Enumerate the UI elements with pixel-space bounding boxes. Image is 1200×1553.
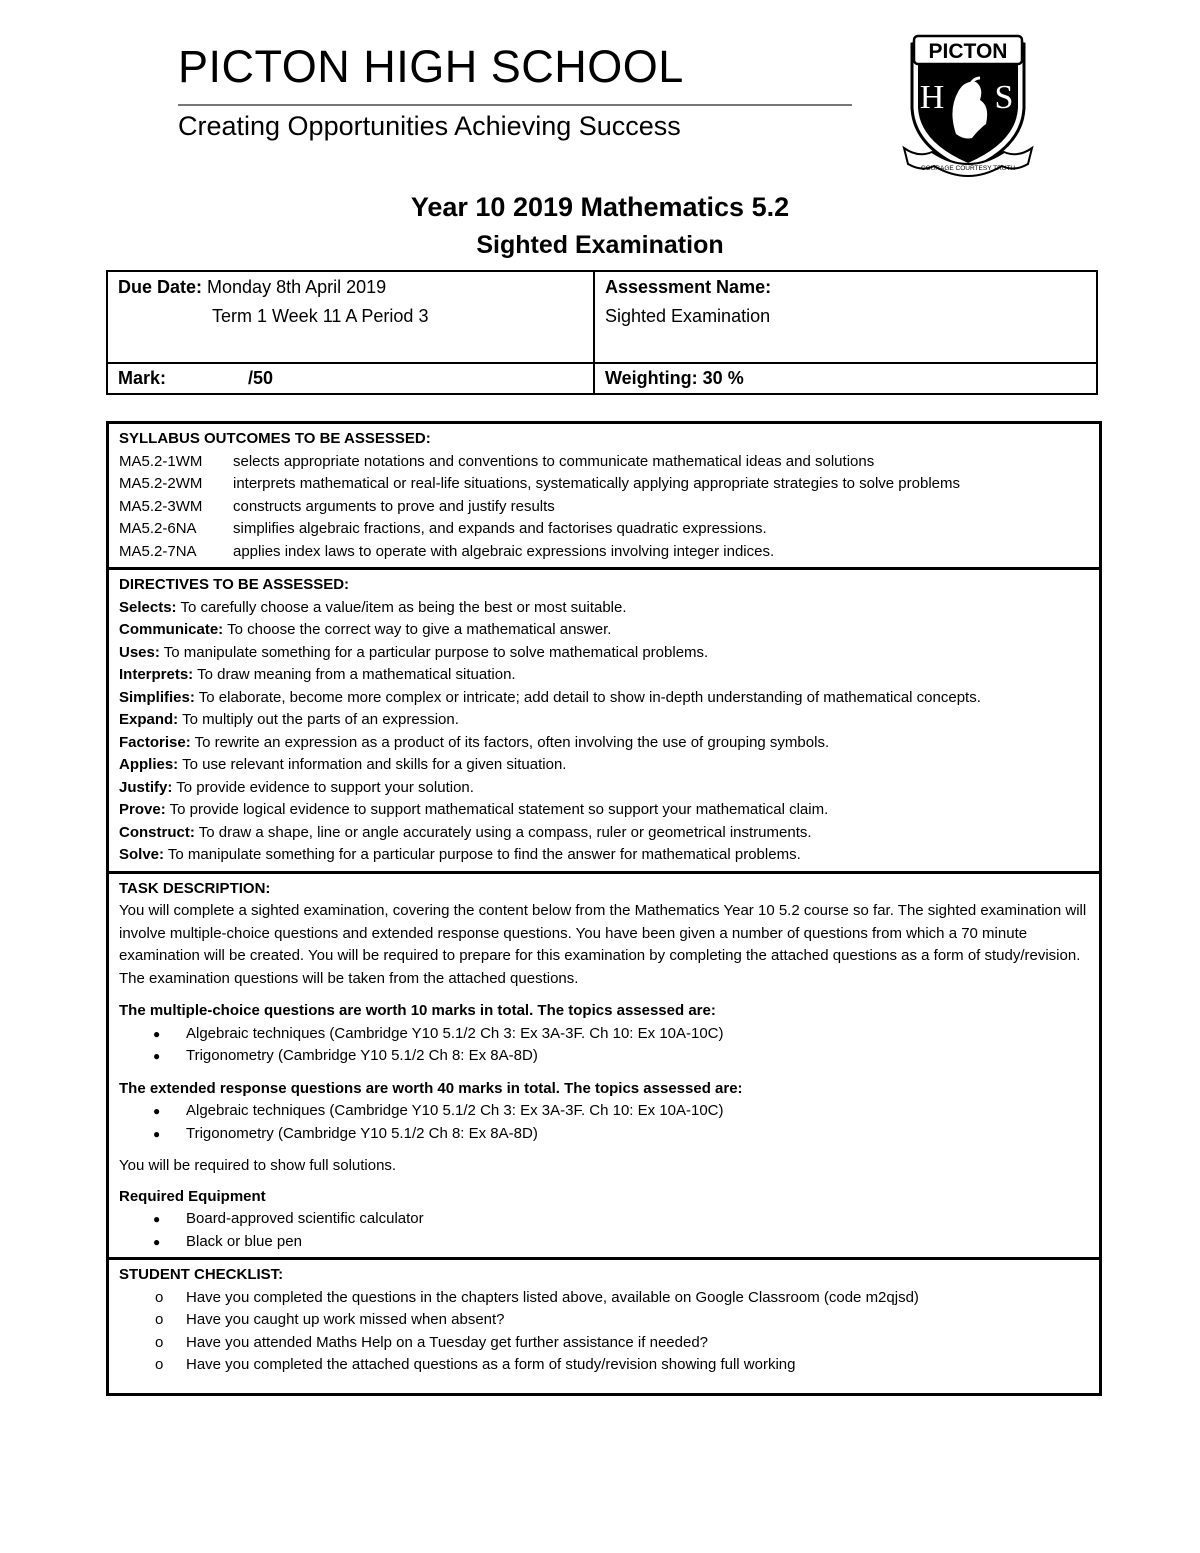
directive-item	[119, 687, 1089, 710]
task-section	[109, 874, 1099, 1261]
page-title: Year 10 2019 Mathematics 5.2	[410, 192, 790, 222]
directive-item	[119, 799, 1089, 822]
directives-section	[109, 570, 1099, 874]
er-topic-list	[119, 1100, 1089, 1145]
outcome-text: selects appropriate notations and conventions to communicate mathematical ideas and solutions	[233, 452, 875, 470]
outcome-row	[119, 518, 1089, 541]
directive-term: Simplifies:	[119, 688, 195, 706]
directive-term: Construct:	[119, 823, 195, 841]
directive-term: Solve:	[119, 846, 165, 863]
directives-heading: DIRECTIVES TO BE ASSESSED:	[119, 576, 350, 593]
directive-text: To choose the correct way to give a mathematical answer.	[227, 621, 612, 638]
task-intro: You will complete a sighted examination, covering the content below from the Mathematics Year 10 5.2 course so far. The sighted examination will involve multiple-choice questions and extended response questions. You have been given a number of questions from which a 70 minute examination will be created. You will be required to prepare for this examination by completing the attached questions as a form of study/revision. The examination questions will be taken from the attached questions.	[119, 902, 1087, 987]
directive-term: Communicate:	[119, 621, 224, 638]
outcomes-list	[119, 451, 1089, 564]
er-heading: The extended response questions are worth 40 marks in total. The topics assessed are:	[119, 1079, 743, 1097]
outcome-text: constructs arguments to prove and justify results	[233, 497, 555, 515]
page-subtitle: Sighted Examination	[476, 231, 724, 259]
directive-text: To rewrite an expression as a product of its factors, often involving the use of grouping symbols.	[194, 733, 830, 751]
directive-text: To provide logical evidence to support mathematical statement so support your mathematical claim.	[169, 801, 829, 818]
assessment-info-table	[106, 270, 1098, 395]
equipment-item: ● Black or blue pen	[153, 1231, 1089, 1254]
weighting-label: Weighting:	[605, 368, 698, 388]
directive-term: Factorise:	[119, 733, 191, 751]
outcome-row	[119, 451, 1089, 474]
er-topic-item: ● Trigonometry (Cambridge Y10 5.1/2 Ch 8: Ex 8A-8D)	[153, 1123, 1089, 1146]
directive-text: To use relevant information and skills for a given situation.	[182, 756, 567, 773]
directive-text: To draw a shape, line or angle accurately using a compass, ruler or geometrical instruments.	[198, 823, 812, 841]
directive-item	[119, 642, 1089, 665]
mc-topic-list	[119, 1023, 1089, 1068]
weighting-cell	[594, 363, 1097, 394]
directive-term: Expand:	[119, 711, 179, 728]
er-topic-item: ● Algebraic techniques (Cambridge Y10 5.1/2 Ch 3: Ex 3A-3F. Ch 10: Ex 10A-10C)	[153, 1100, 1089, 1123]
mc-topic-item: ● Algebraic techniques (Cambridge Y10 5.1/2 Ch 3: Ex 3A-3F. Ch 10: Ex 10A-10C)	[153, 1023, 1089, 1046]
directive-item	[119, 844, 1089, 867]
directive-term: Justify:	[119, 778, 173, 796]
task-heading: TASK DESCRIPTION:	[119, 879, 271, 897]
directive-text: To elaborate, become more complex or intricate; add detail to show in-depth understanding of mathematical concepts.	[198, 688, 981, 706]
school-name: PICTON HIGH SCHOOL	[178, 41, 684, 92]
checklist-item: o Have you completed the attached questions as a form of study/revision showing full working	[153, 1354, 1089, 1377]
outcome-code: MA5.2-1WM	[119, 452, 203, 470]
outcome-row	[119, 541, 1089, 564]
due-date-value: Monday 8th April 2019	[207, 277, 387, 297]
mark-cell	[107, 363, 594, 394]
outcome-code: MA5.2-3WM	[119, 497, 203, 515]
due-date-cell	[107, 271, 594, 363]
assessment-name-label: Assessment Name:	[605, 277, 772, 297]
directive-item	[119, 732, 1089, 755]
due-date-term: Term 1 Week 11 A Period 3	[212, 306, 429, 326]
directive-text: To manipulate something for a particular purpose to find the answer for mathematical problems.	[167, 846, 801, 863]
checklist-item: o Have you completed the questions in the chapters listed above, available on Google Classroom (code m2qjsd)	[153, 1287, 1089, 1310]
directive-term: Interprets:	[119, 666, 194, 683]
directive-item	[119, 777, 1089, 800]
directive-item	[119, 664, 1089, 687]
equipment-list	[119, 1208, 1089, 1253]
directive-text: To draw meaning from a mathematical situation.	[197, 666, 516, 683]
header-rule	[178, 104, 852, 106]
directive-term: Uses:	[119, 643, 160, 661]
mc-heading: The multiple-choice questions are worth 10 marks in total. The topics assessed are:	[119, 1002, 716, 1019]
crest-right-letter: S	[994, 79, 1014, 116]
crest-ribbon-text: COURAGE COURTESY TRUTH	[920, 165, 1016, 172]
crest-top-text: PICTON	[928, 40, 1008, 63]
directive-text: To carefully choose a value/item as being the best or most suitable.	[180, 598, 627, 616]
outcome-row	[119, 473, 1089, 496]
outcome-text: applies index laws to operate with algebraic expressions involving integer indices.	[233, 542, 775, 560]
assessment-details-box	[106, 421, 1102, 1396]
directive-item	[119, 822, 1089, 845]
outcome-code: MA5.2-6NA	[119, 520, 197, 537]
outcome-row	[119, 496, 1089, 519]
checklist-item: o Have you caught up work missed when absent?	[153, 1309, 1089, 1332]
outcome-text: interprets mathematical or real-life situations, systematically applying appropriate strategies to solve problems	[233, 475, 960, 492]
mark-value: /50	[248, 368, 274, 388]
checklist-section	[109, 1260, 1099, 1393]
weighting-value: 30 %	[702, 368, 744, 388]
assessment-name-cell	[594, 271, 1097, 363]
outcomes-section	[109, 424, 1099, 570]
assessment-name-value: Sighted Examination	[605, 306, 771, 326]
directive-text: To multiply out the parts of an expression.	[182, 711, 459, 728]
directive-item	[119, 754, 1089, 777]
directive-term: Prove:	[119, 801, 166, 818]
checklist-heading: STUDENT CHECKLIST:	[119, 1266, 284, 1283]
mark-label: Mark:	[118, 368, 167, 388]
outcome-text: simplifies algebraic fractions, and expands and factorises quadratic expressions.	[233, 520, 767, 537]
outcomes-heading: SYLLABUS OUTCOMES TO BE ASSESSED:	[119, 430, 431, 447]
outcome-code: MA5.2-7NA	[119, 542, 197, 560]
crest-left-letter: H	[919, 79, 945, 116]
directive-item	[119, 709, 1089, 732]
checklist-item: o Have you attended Maths Help on a Tuesday get further assistance if needed?	[153, 1332, 1089, 1355]
mc-topic-item: ● Trigonometry (Cambridge Y10 5.1/2 Ch 8: Ex 8A-8D)	[153, 1045, 1089, 1068]
equipment-heading: Required Equipment	[119, 1187, 266, 1205]
directive-item	[119, 597, 1089, 620]
directive-term: Applies:	[119, 756, 179, 773]
equipment-item: ● Board-approved scientific calculator	[153, 1208, 1089, 1231]
directive-text: To manipulate something for a particular purpose to solve mathematical problems.	[163, 643, 709, 661]
directive-text: To provide evidence to support your solution.	[176, 778, 474, 796]
directive-item	[119, 619, 1089, 642]
directive-term: Selects:	[119, 598, 177, 616]
due-date-label: Due Date:	[118, 277, 203, 297]
checklist-list	[119, 1287, 1089, 1377]
school-motto: Creating Opportunities Achieving Success	[178, 111, 681, 141]
solutions-note: You will be required to show full solutions.	[119, 1157, 397, 1174]
outcome-code: MA5.2-2WM	[119, 475, 203, 492]
school-crest-logo	[898, 30, 1038, 178]
